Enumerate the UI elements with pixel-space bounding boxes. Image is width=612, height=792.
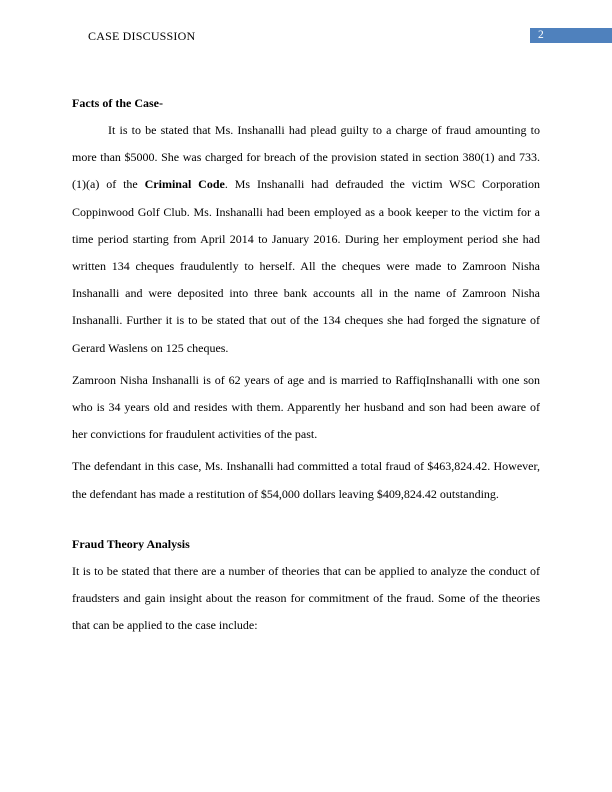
facts-paragraph-3: The defendant in this case, Ms. Inshanalli had committed a total fraud of $463,824.42. However, the defendant has made a restitution of $54,000 dollars leaving $409,824.42 outstanding. bbox=[72, 459, 540, 501]
running-header-title: CASE DISCUSSION bbox=[88, 29, 196, 43]
fraud-theory-heading: Fraud Theory Analysis bbox=[72, 536, 190, 551]
page-number: 2 bbox=[530, 28, 612, 43]
facts-p1-text-before: It is to be stated that Ms. Inshanalli had plead guilty to a charge of fraud amounting to more than $5000. She was charged for breach of the provision stated in section 380(1) and 733.(1)(a) of the bbox=[72, 123, 540, 192]
document-body bbox=[72, 90, 540, 639]
fraud-theory-paragraph-1: It is to be stated that there are a number of theories that can be applied to analyze the conduct of fraudsters and gain insight about the reason for commitment of the fraud. Some of the theories that can be applied to the case include: bbox=[72, 563, 540, 633]
facts-p1-text-after: . Ms Inshanalli had defrauded the victim WSC Corporation Coppinwood Golf Club. Ms. Inshanalli had been employed as a book keeper to the victim for a time period starting from April 2014 to January 2016. During her employment period she had written 134 cheques fraudulently to herself. All the cheques were made to Zamroon Nisha Inshanalli and were deposited into three bank accounts all in the name of Zamroon Nisha Inshanalli. Further it is to be stated that out of the 134 cheques she had forged the signature of Gerard Waslens on 125 cheques. bbox=[72, 177, 540, 355]
facts-heading: Facts of the Case- bbox=[72, 96, 163, 110]
criminal-code-bold: Criminal Code bbox=[144, 177, 225, 192]
facts-paragraph-2: Zamroon Nisha Inshanalli is of 62 years of age and is married to RaffiqInshanalli with one son who is 34 years old and resides with them. Apparently her husband and son had been aware of her convictions for fraudulent activities of the past. bbox=[72, 372, 540, 442]
facts-paragraph-1 bbox=[72, 117, 540, 362]
